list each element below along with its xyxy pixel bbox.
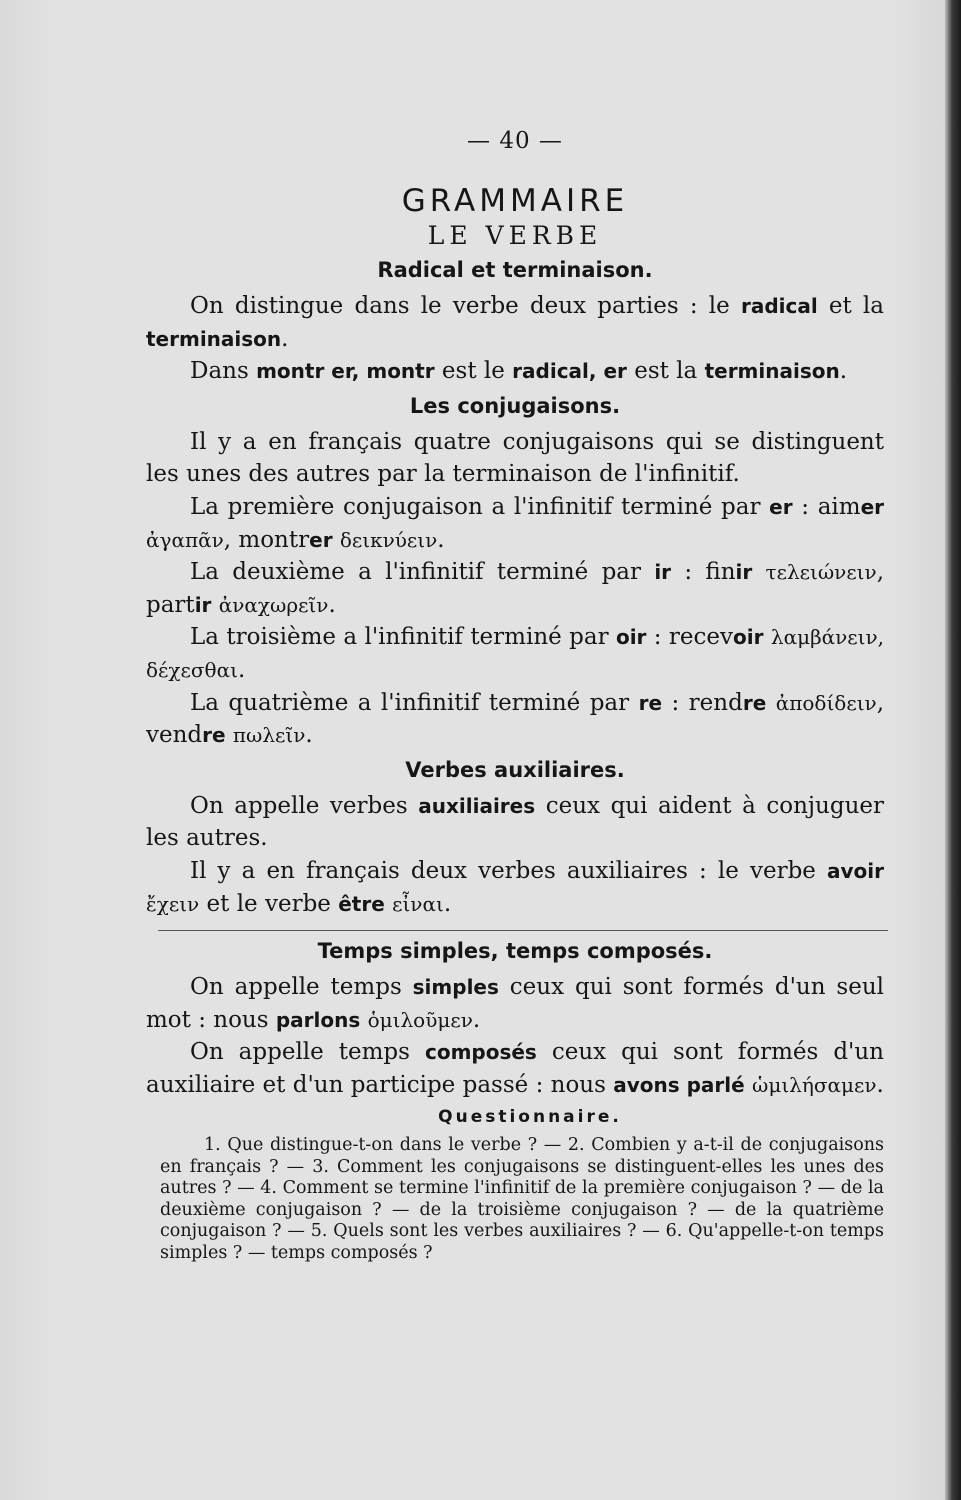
paragraph-conjugaisons-1: Il y a en français quatre conjugaisons qui se distinguent les unes des autres par la terminaison de l'infinitif. <box>146 428 884 488</box>
heading-questionnaire: Questionnaire. <box>438 1107 622 1128</box>
heading-radical: Radical et terminaison. <box>377 258 653 282</box>
paragraph-radical-1: On distingue dans le verbe deux parties : le radical et la terminaison. <box>146 293 884 352</box>
divider <box>158 930 888 931</box>
heading-auxiliaires: Verbes auxiliaires. <box>405 757 625 782</box>
heading-temps: Temps simples, temps composés. <box>317 939 713 964</box>
paragraph-temps-2: On appelle temps composés ceux qui sont formés d'un auxiliaire et d'un participe passé : nous avons parlé ὡμιλήσαμεν. <box>146 1039 884 1098</box>
paragraph-conjugaisons-5: La quatrième a l'infinitif terminé par re : rendre ἀποδίδειν, vendre πωλεῖν. <box>146 689 885 749</box>
book-spine-edge <box>945 0 961 1500</box>
paragraph-temps-1: On appelle temps simples ceux qui sont formés d'un seul mot : nous parlons ὁμιλοῦμεν. <box>146 974 885 1033</box>
paragraph-auxiliaires-2: Il y a en français deux verbes auxiliaires : le verbe avoir ἔχειν et le verbe être εἶναι. <box>146 857 884 917</box>
paragraph-auxiliaires-1: On appelle verbes auxiliaires ceux qui aident à conjuguer les autres. <box>146 792 885 852</box>
paragraph-conjugaisons-4: La troisième a l'infinitif terminé par oir : recevoir λαμβάνειν, δέχεσθαι. <box>146 624 885 683</box>
paragraph-radical-2: Dans montr er, montr est le radical, er est la terminaison. <box>190 358 848 385</box>
heading-conjugaisons: Les conjugaisons. <box>409 393 621 418</box>
page-title: GRAMMAIRE <box>401 183 629 219</box>
page-number: — 40 — <box>467 128 563 154</box>
paragraph-conjugaisons-3: La deuxième a l'infinitif terminé par ir : finir τελειώνειν, partir ἀναχωρεῖν. <box>146 559 884 618</box>
page-content <box>146 118 884 1264</box>
paragraph-conjugaisons-2: La première conjugaison a l'infinitif terminé par er : aimer ἀγαπᾶν, montrer δεικνύειν. <box>146 493 885 553</box>
questionnaire-text: 1. Que distingue-t-on dans le verbe ? — 2. Combien y a-t-il de conjugaisons en français ? — 3. Comment les conjugaisons se distinguent-elles les unes des autres ? — 4. Comment se termine l'infinitif de la première conjugaison ? — de la deuxième conjugaison ? — de la troisième conjugaison ? — de la quatrième conjugaison ? — 5. Quels sont les verbes auxiliaires ? — 6. Qu'appelle-t-on temps simples ? — temps composés ? <box>160 1135 884 1263</box>
chapter-title: LE VERBE <box>427 221 603 250</box>
